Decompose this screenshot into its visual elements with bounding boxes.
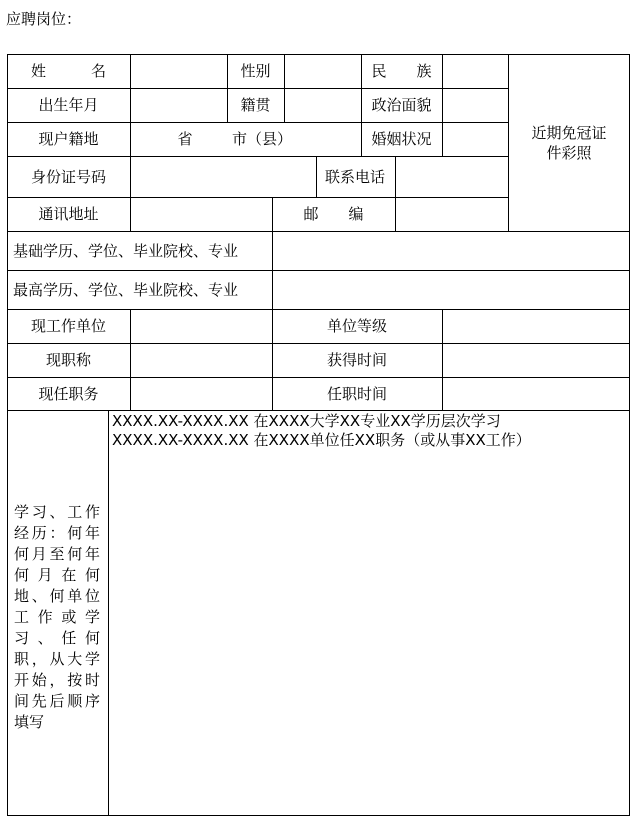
employer-label: 现工作单位 (30, 317, 106, 335)
employer-level-field[interactable] (443, 310, 629, 343)
political-status-field[interactable] (443, 89, 508, 122)
highest-education-label: 最高学历、学位、毕业院校、专业 (13, 280, 239, 299)
professional-title-label: 现职称 (45, 351, 91, 369)
name-field[interactable] (131, 55, 227, 88)
name-label: 姓 名 (30, 62, 106, 80)
postcode-field[interactable] (396, 198, 508, 231)
phone-label: 联系电话 (324, 167, 385, 186)
title-date-label: 获得时间 (326, 351, 387, 369)
province-label: 省 (177, 130, 193, 148)
border-line (108, 410, 109, 816)
basic-education-label: 基础学历、学位、毕业院校、专业 (13, 241, 239, 260)
current-position-field[interactable] (131, 378, 272, 410)
experience-entry: XXXX.XX-XXXX.XX 在XXXX大学XX专业XX学历层次学习 (112, 412, 501, 430)
marital-status-label: 婚姻状况 (371, 130, 432, 148)
phone-field[interactable] (396, 157, 508, 197)
residence-field[interactable] (131, 123, 171, 156)
photo-placeholder[interactable]: 近期免冠证件彩照 (531, 123, 607, 162)
basic-education-field[interactable] (273, 232, 629, 270)
gender-label: 性别 (240, 62, 271, 80)
position-date-label: 任职时间 (326, 384, 387, 403)
postcode-label: 邮 编 (303, 205, 364, 223)
id-number-label: 身份证号码 (30, 167, 106, 186)
border-line (7, 815, 630, 816)
native-place-label: 籍贯 (240, 96, 271, 114)
border-line (7, 410, 630, 411)
id-number-field[interactable] (131, 157, 316, 197)
gender-field[interactable] (285, 55, 361, 88)
professional-title-field[interactable] (131, 344, 272, 377)
experience-field[interactable] (112, 412, 531, 450)
native-place-field[interactable] (285, 89, 361, 122)
marital-status-field[interactable] (443, 123, 508, 156)
experience-entry: XXXX.XX-XXXX.XX 在XXXX单位任XX职务（或从事XX工作） (112, 431, 531, 449)
political-status-label: 政治面貌 (371, 96, 432, 114)
address-label: 通讯地址 (38, 205, 99, 223)
employer-field[interactable] (131, 310, 272, 343)
address-field[interactable] (131, 198, 272, 231)
residence-label: 现户籍地 (38, 130, 99, 148)
employer-level-label: 单位等级 (326, 317, 387, 335)
experience-label: 学习、工作经历：何年何月至何年何月在何地、何单位工作或学习、任何职，从大学开始，按时间先后顺序填写 (14, 503, 100, 731)
border-line (508, 54, 509, 231)
position-applied-label: 应聘岗位： (6, 10, 82, 28)
ethnicity-label: 民 族 (371, 62, 432, 80)
border-line (316, 156, 317, 197)
border-line (629, 54, 630, 816)
ethnicity-field[interactable] (443, 55, 508, 88)
highest-education-field[interactable] (273, 271, 629, 309)
title-date-field[interactable] (443, 344, 629, 377)
current-position-label: 现任职务 (38, 384, 99, 403)
city-county-label: 市（县） (231, 130, 292, 148)
position-date-field[interactable] (443, 378, 629, 410)
birth-date-label: 出生年月 (38, 96, 99, 114)
birth-date-field[interactable] (131, 89, 227, 122)
